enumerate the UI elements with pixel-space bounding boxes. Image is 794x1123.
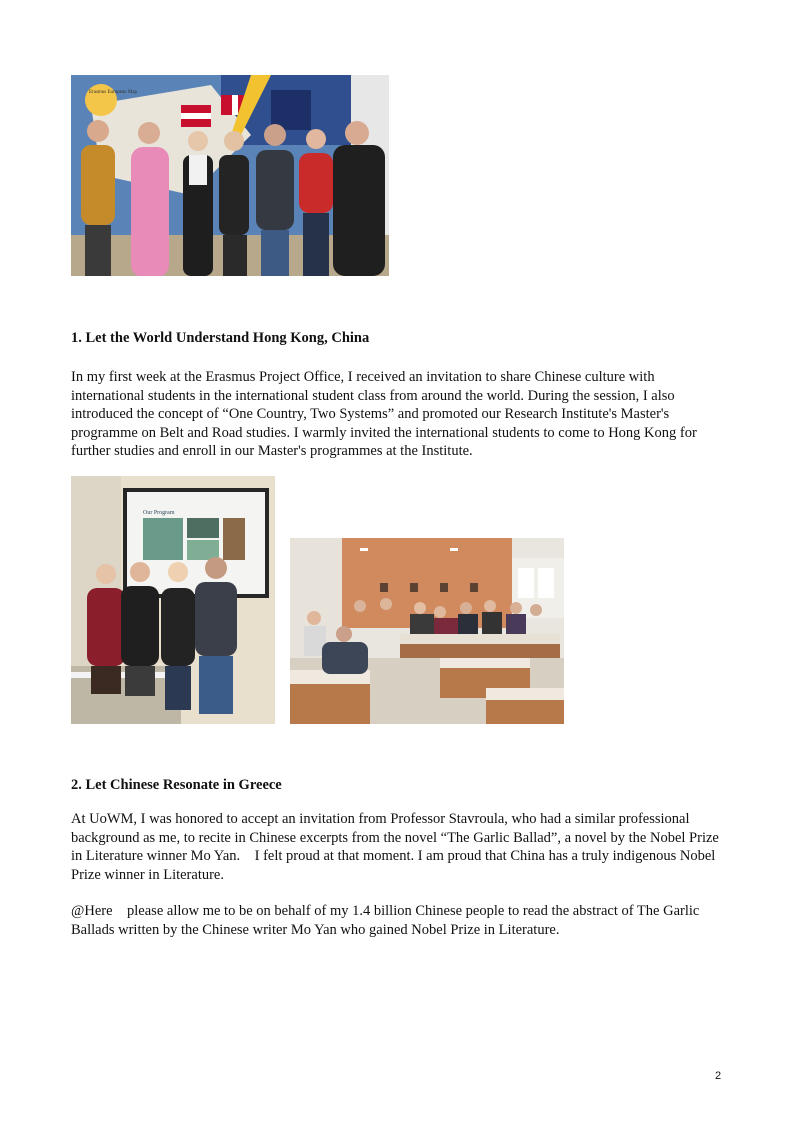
page-number: 2 <box>715 1070 722 1082</box>
classroom-presentation-photo <box>71 476 275 724</box>
section-paragraph-greece: At UoWM, I was honored to accept an invitation from Professor Stavroula, who had a similar professional background as me, to recite in Chinese excerpts from the novel “The Garlic Ballad”, a novel by the Nobel Prize in Literature winner Mo Yan. I felt proud at that moment. I am proud that China has a truly indigenous Nobel Prize winner in Literature. <box>71 811 719 883</box>
section-heading-hong-kong: 1. Let the World Understand Hong Kong, China <box>71 330 370 346</box>
section-paragraph-hong-kong: In my first week at the Erasmus Project Office, I received an invitation to share Chinese culture with international students in the international student class from around the world. During the session, I also introduced the concept of “One Country, Two Systems” and promoted our Research Institute's Master's programme on Belt and Road studies. I warmly invited the international students to come to Hong Kong for further studies and enroll in our Master's programmes at the Institute. <box>71 369 697 460</box>
screen-text: Our Program <box>143 510 175 516</box>
students-lecture-room-photo <box>290 538 564 724</box>
mural-text: Erasmus European Map <box>89 90 138 95</box>
section-heading-greece: 2. Let Chinese Resonate in Greece <box>71 777 282 793</box>
section-paragraph-greece-here: @Here please allow me to be on behalf of my 1.4 billion Chinese people to read the abstract of The Garlic Ballads written by the Chinese writer Mo Yan who gained Nobel Prize in Literature. <box>71 903 700 938</box>
group-photo-erasmus-office <box>71 75 389 276</box>
